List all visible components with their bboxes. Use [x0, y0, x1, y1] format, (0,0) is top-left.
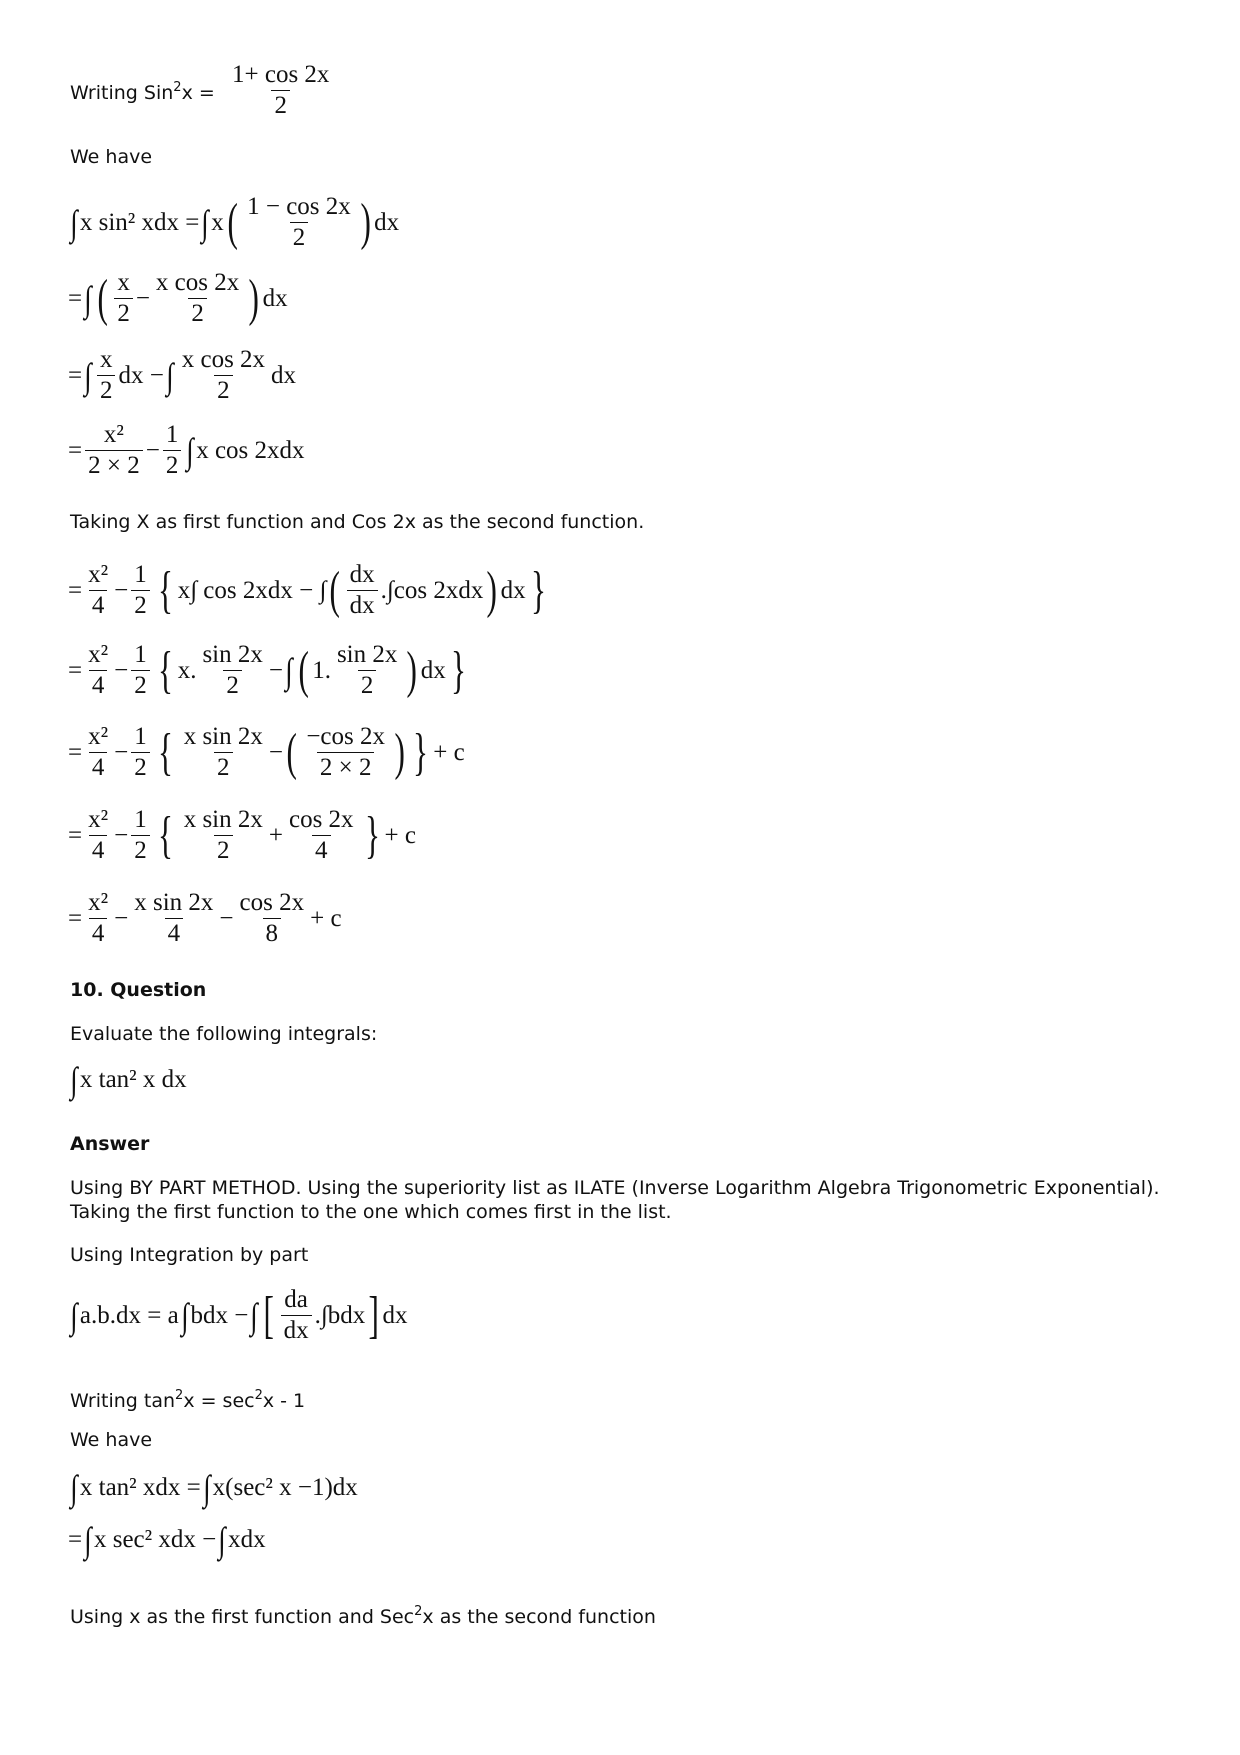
e3-num2: x cos 2x — [181, 346, 266, 373]
we-have-2: We have — [70, 1429, 153, 1451]
e2-den2: 2 — [188, 298, 207, 329]
t2-lhs: x sec² xdx − — [93, 1526, 217, 1553]
ibp-mid: bdx − — [190, 1301, 249, 1329]
using-x-line: Using x as the first function and Sec$^2$x as the second function — [70, 1604, 656, 1628]
e2-num1: x — [117, 269, 130, 296]
t1-rhs: x(sec² x −1)dx — [212, 1474, 358, 1501]
s3-num2: −cos 2x — [306, 723, 385, 750]
writing-tan-mid: x = sec — [183, 1390, 255, 1412]
s2-num1: sin 2x — [202, 641, 263, 668]
s5-num3: cos 2x — [239, 889, 305, 916]
taking-line: Taking X as first function and Cos 2x as the second function. — [70, 511, 645, 533]
tan-step-1: ∫ x tan² xdx = ∫ x(sec² x −1)dx — [70, 1468, 358, 1508]
equation-step-8: = $\frac{\text{x²}}{4}$ − $\frac{1}{2}$ { $\frac{\text{x sin 2x}}{2}$ + $\frac{\cos 2x}{4}$ } + c — [68, 806, 416, 864]
using-x-suffix: x as the second function — [422, 1606, 656, 1628]
by-part-text: Using BY PART METHOD. Using the superiority list as ILATE (Inverse Logarithm Algebra Trigonometric Exponential). Taking the first function to the one which comes first in the list. — [70, 1177, 1160, 1223]
question-expression: ∫ x tan² x dx — [70, 1060, 187, 1100]
s5-c: + c — [310, 904, 342, 932]
e4-num2: 1 — [165, 421, 179, 448]
e1-den: 2 — [290, 222, 309, 253]
writing-tan-suffix: x - 1 — [262, 1390, 306, 1412]
equation-step-2: = ∫ ( $\frac{x}{2}$ − $\frac{\text{x cos 2x}}{2}$ ) dx — [68, 269, 288, 327]
s4-num2: cos 2x — [288, 806, 354, 833]
equation-step-9: = $\frac{\text{x²}}{4}$ − $\frac{\text{x sin 2x}}{4}$ − $\frac{\cos 2x}{8}$ + c — [68, 889, 342, 947]
s5-den3: 8 — [263, 918, 282, 949]
e4-den1: 2 × 2 — [85, 450, 143, 481]
e4-num1: x² — [103, 421, 124, 448]
equation-step-1: ∫ x sin² xdx = ∫ x ( $\frac{1 - \cos 2x}{2}$ ) dx — [70, 193, 400, 251]
e3-num1: x — [99, 346, 113, 373]
e1-num: 1 − cos 2x — [247, 193, 351, 220]
sin-identity-fraction — [226, 60, 335, 121]
equation-step-6: = $\frac{\text{x²}}{4}$ − $\frac{1}{2}$ { x. $\frac{\sin 2x}{2}$ − ∫ ( 1. $\frac{\sin 2x}{2}$ ) dx } — [68, 641, 466, 699]
s4-c: + c — [384, 821, 416, 849]
equation-step-4: = $\frac{\text{x²}}{2 \times 2}$ − $\frac{1}{2}$ ∫ x cos 2xdx — [68, 421, 305, 479]
t1-lhs: x tan² xdx = — [79, 1474, 201, 1501]
s1-dnum: dx — [349, 561, 375, 588]
e4-tail: x cos 2xdx — [196, 436, 305, 464]
using-integration: Using Integration by part — [70, 1244, 309, 1266]
s3-c: + c — [433, 738, 465, 766]
e1-lhs: x sin² xdx = — [79, 208, 200, 236]
question-text: Evaluate the following integrals: — [70, 1023, 378, 1045]
writing-tan-prefix: Writing tan — [70, 1390, 176, 1412]
ibp-lhs: a.b.dx = a — [79, 1301, 179, 1329]
e2-num2: x cos 2x — [155, 269, 240, 296]
sin-frac-num: 1+ cos 2x — [232, 61, 330, 88]
equation-step-3: = ∫ $\frac{x}{2}$ dx − ∫ $\frac{\text{x cos 2x}}{2}$ dx — [68, 346, 297, 404]
e3-den1: 2 — [97, 375, 116, 406]
s4-den2: 4 — [312, 835, 331, 866]
ibp-den: dx — [281, 1315, 312, 1346]
equation-step-7: = $\frac{\text{x²}}{4}$ − $\frac{1}{2}$ { $\frac{\text{x sin 2x}}{2}$ − ( $\frac{-\cos 2x}{2 \times 2}$ ) } + c — [68, 723, 465, 781]
equation-step-5: = $\frac{\text{x²}}{4}$ − $\frac{1}{2}$ { x∫ cos 2xdx − ∫ ( $\frac{dx}{dx}$ .∫cos 2xdx ) dx } — [68, 561, 546, 619]
s2-num2: sin 2x — [336, 641, 398, 668]
writing-sin-line: Writing Sin$^2$x = — [70, 80, 215, 104]
e3-den2: 2 — [214, 375, 233, 406]
e4-den2: 2 — [163, 450, 182, 481]
writing-sin-prefix: Writing Sin — [70, 82, 174, 104]
s3-num1: x sin 2x — [183, 723, 263, 750]
sin-frac-den: 2 — [271, 90, 290, 121]
tan-step-2: = ∫ x sec² xdx − ∫ xdx — [68, 1520, 266, 1560]
e2-den1: 2 — [114, 298, 133, 329]
s1-tail: .∫cos 2xdx — [380, 576, 484, 604]
s1-dden: dx — [347, 590, 378, 621]
question-heading: 10. Question — [70, 979, 207, 1001]
s5-num2: x sin 2x — [134, 889, 214, 916]
writing-sin-suffix: x = — [181, 82, 215, 104]
using-x-prefix: Using x as the first function and Sec — [70, 1606, 415, 1628]
q-expr: x tan² x dx — [79, 1066, 187, 1093]
integration-by-parts-formula: ∫ a.b.dx = a ∫ bdx − ∫ [ $\frac{da}{dx}$ .∫bdx ] dx — [70, 1286, 408, 1344]
ibp-num: da — [284, 1286, 308, 1313]
s3-den2: 2 × 2 — [317, 752, 375, 783]
answer-heading: Answer — [70, 1133, 150, 1155]
we-have-1: We have — [70, 146, 153, 168]
ibp-tail: .∫bdx — [314, 1301, 366, 1329]
s4-num1: x sin 2x — [183, 806, 263, 833]
writing-tan-line: Writing $\tan^2x = \sec^2x - 1$ — [70, 1388, 306, 1412]
s1-body: x∫ cos 2xdx − ∫ — [177, 576, 327, 604]
t2-tail: xdx — [228, 1526, 266, 1553]
